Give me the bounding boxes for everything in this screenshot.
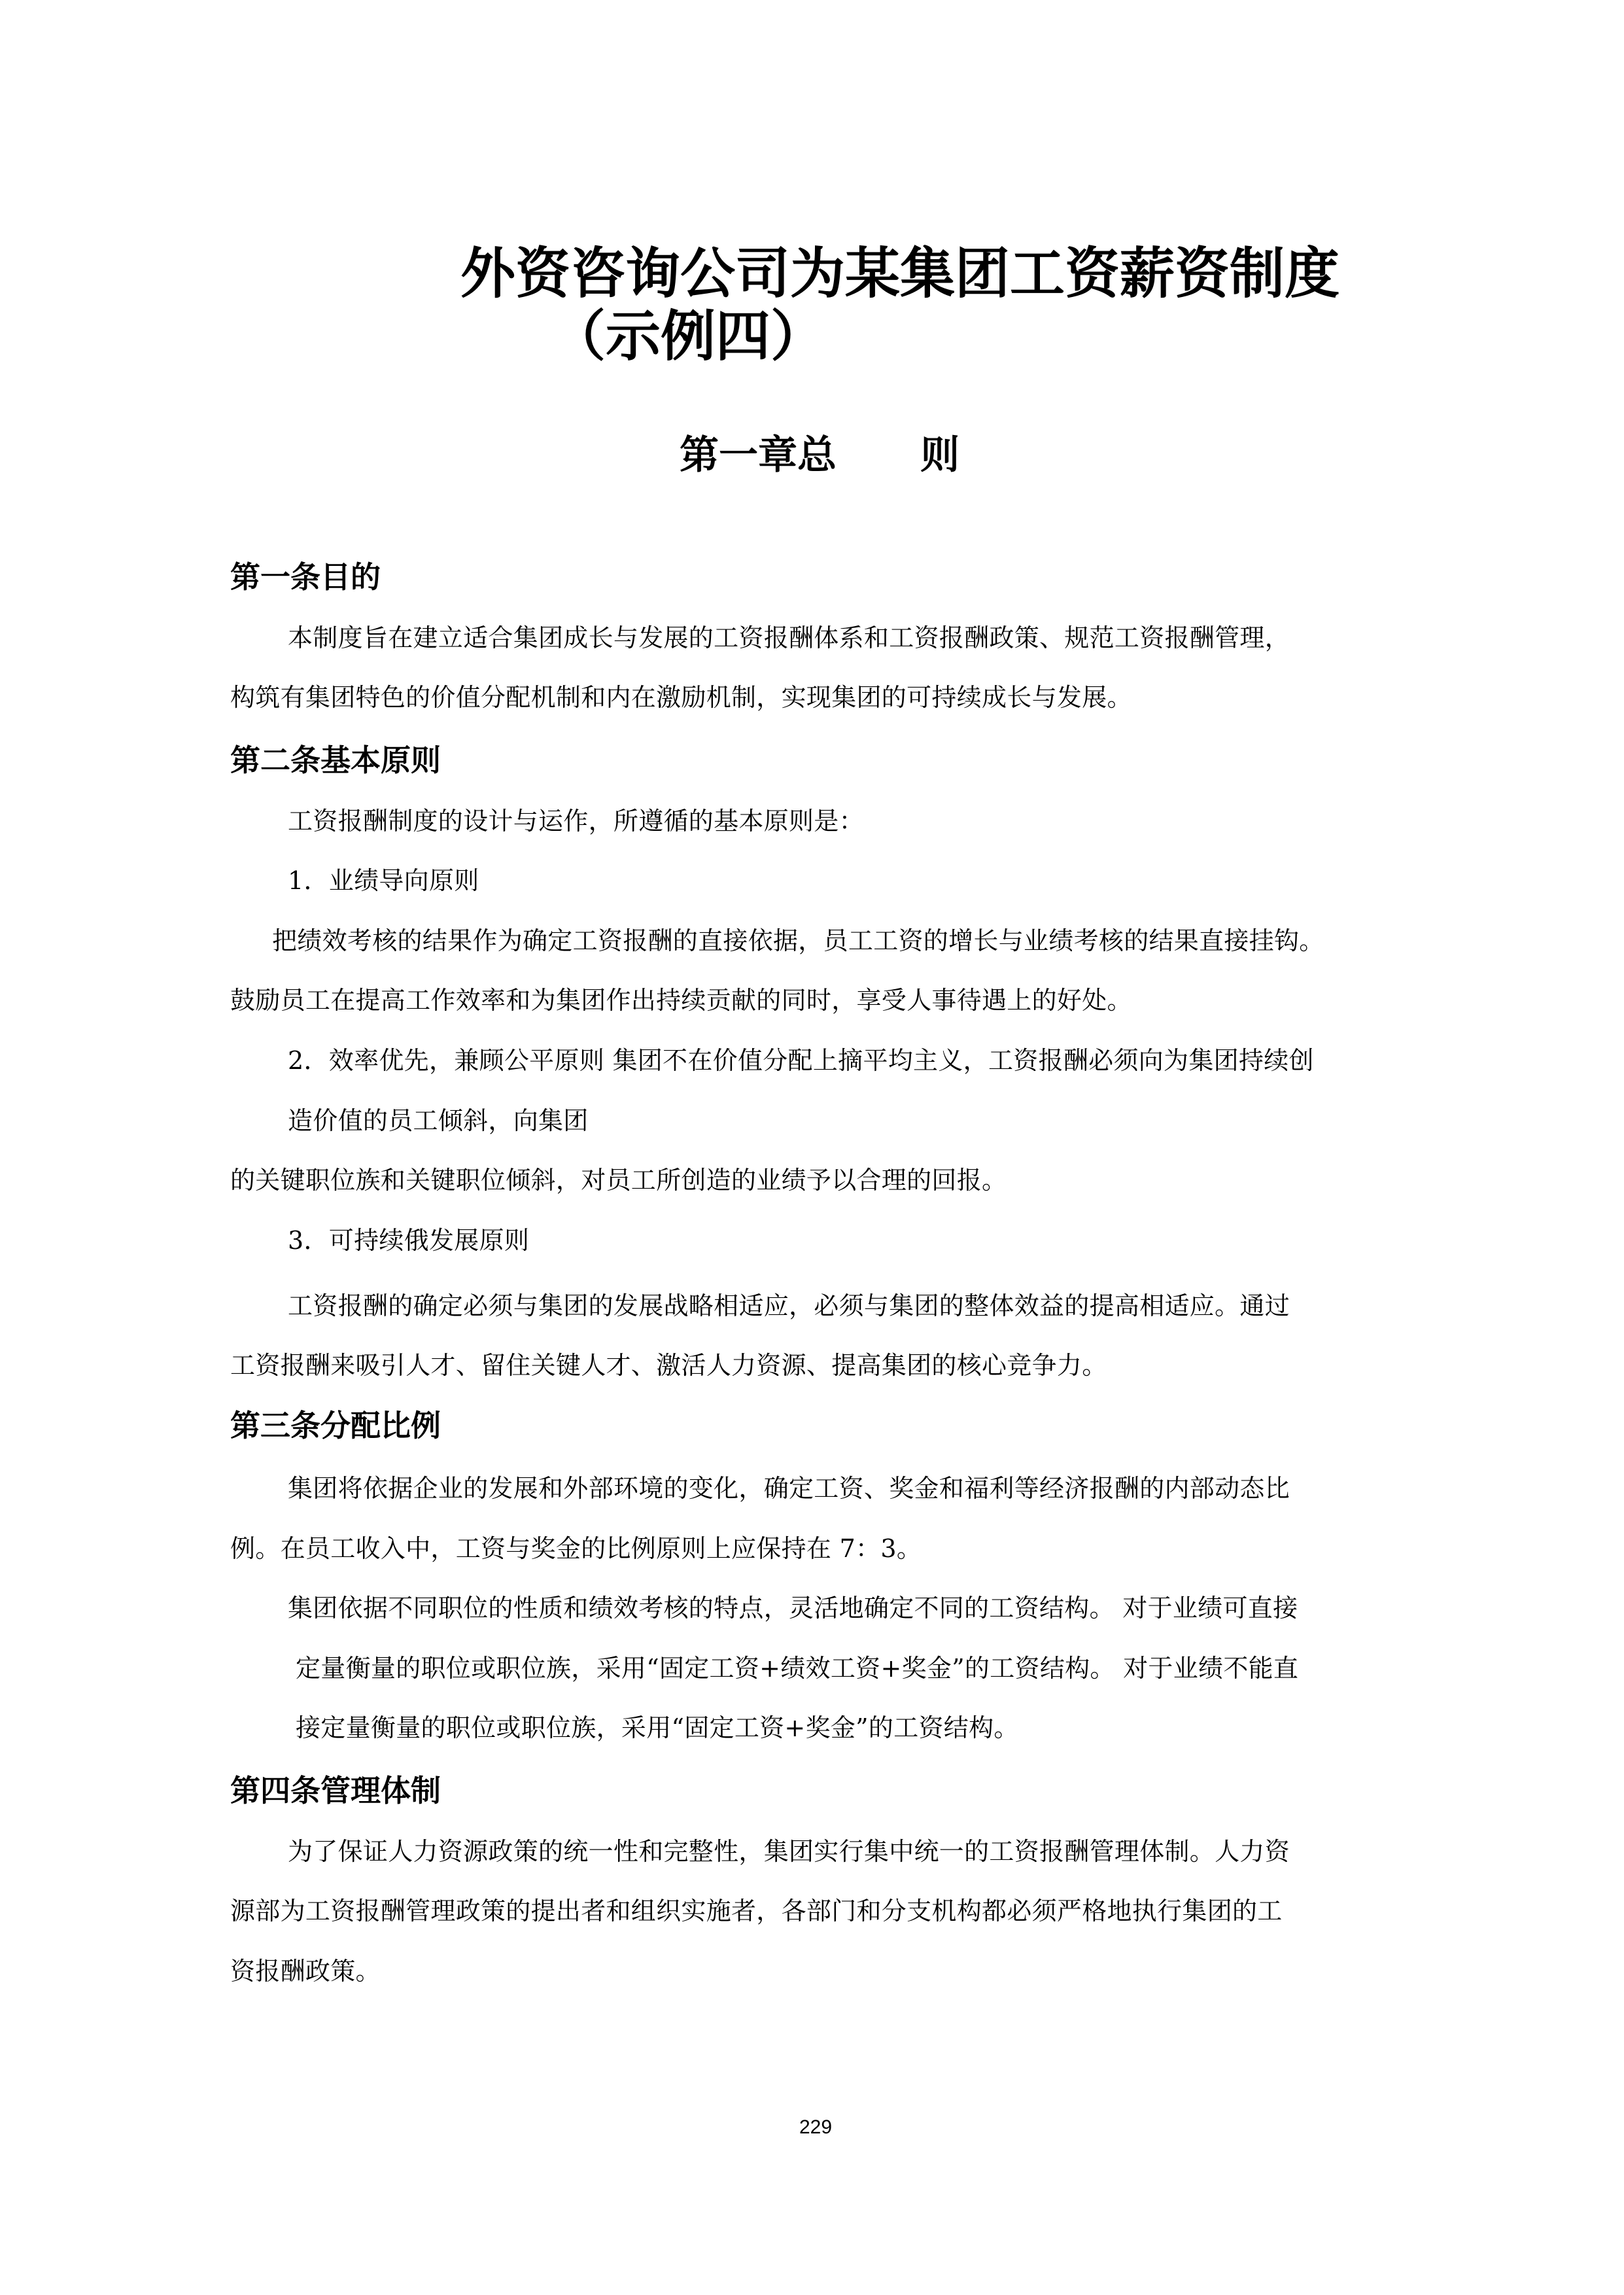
article-3-paragraph-line: 定量衡量的职位或职位族，采用“固定工资+绩效工资+奖金”的工资结构。 对于业绩不能直: [296, 1654, 1299, 1683]
document-title-line-2: （示例四）: [551, 304, 826, 368]
chapter-title-part-a: 第一章总: [680, 432, 837, 478]
article-2-paragraph-line: 鼓励员工在提高工作效率和为集团作出持续贡献的同时，享受人事待遇上的好处。: [230, 986, 1132, 1015]
article-2-paragraph-line: 造价值的员工倾斜，向集团: [288, 1106, 589, 1135]
article-2-paragraph-line: 工资报酬的确定必须与集团的发展战略相适应，必须与集团的整体效益的提高相适应。通过: [288, 1291, 1290, 1320]
article-1-paragraph-line: 本制度旨在建立适合集团成长与发展的工资报酬体系和工资报酬政策、规范工资报酬管理，: [288, 623, 1290, 652]
article-4-heading: 第四条管理体制: [230, 1773, 441, 1808]
article-2-principle-3-title: 3．可持续俄发展原则: [288, 1226, 530, 1255]
document-title-line-1: 外资咨询公司为某集团工资薪资制度: [460, 241, 1340, 306]
chapter-title: [680, 432, 959, 478]
article-3-paragraph-line: 接定量衡量的职位或职位族，采用“固定工资+奖金”的工资结构。: [296, 1713, 1019, 1742]
article-1-paragraph-line: 构筑有集团特色的价值分配机制和内在激励机制，实现集团的可持续成长与发展。: [230, 683, 1132, 712]
article-2-heading: 第二条基本原则: [230, 743, 441, 778]
article-3-paragraph-line: 例。在员工收入中，工资与奖金的比例原则上应保持在 7：3。: [230, 1534, 922, 1563]
article-2-paragraph-line: 工资报酬来吸引人才、留住关键人才、激活人力资源、提高集团的核心竞争力。: [230, 1351, 1107, 1380]
article-2-principle-1-title: 1．业绩导向原则: [288, 866, 479, 895]
article-4-paragraph-line: 资报酬政策。: [230, 1957, 381, 1986]
article-1-heading: 第一条目的: [230, 559, 381, 595]
article-2-paragraph-line: 把绩效考核的结果作为确定工资报酬的直接依据，员工工资的增长与业绩考核的结果直接挂钩。: [272, 926, 1324, 955]
article-4-paragraph-line: 为了保证人力资源政策的统一性和完整性，集团实行集中统一的工资报酬管理体制。人力资: [288, 1837, 1290, 1866]
article-4-paragraph-line: 源部为工资报酬管理政策的提出者和组织实施者，各部门和分支机构都必须严格地执行集团的工: [230, 1897, 1283, 1925]
article-3-paragraph-line: 集团依据不同职位的性质和绩效考核的特点，灵活地确定不同的工资结构。 对于业绩可直接: [288, 1594, 1298, 1622]
chapter-title-part-b: 则: [920, 432, 959, 478]
article-2-principle-2-line: 2．效率优先，兼顾公平原则 集团不在价值分配上摘平均主义，工资报酬必须向为集团持续创: [288, 1046, 1314, 1075]
article-2-paragraph-line: 工资报酬制度的设计与运作，所遵循的基本原则是：: [288, 807, 864, 835]
page-number: 229: [799, 2116, 833, 2138]
article-2-paragraph-line: 的关键职位族和关键职位倾斜，对员工所创造的业绩予以合理的回报。: [230, 1166, 1007, 1195]
article-3-paragraph-line: 集团将依据企业的发展和外部环境的变化，确定工资、奖金和福利等经济报酬的内部动态比: [288, 1474, 1290, 1503]
article-3-heading: 第三条分配比例: [230, 1408, 441, 1443]
